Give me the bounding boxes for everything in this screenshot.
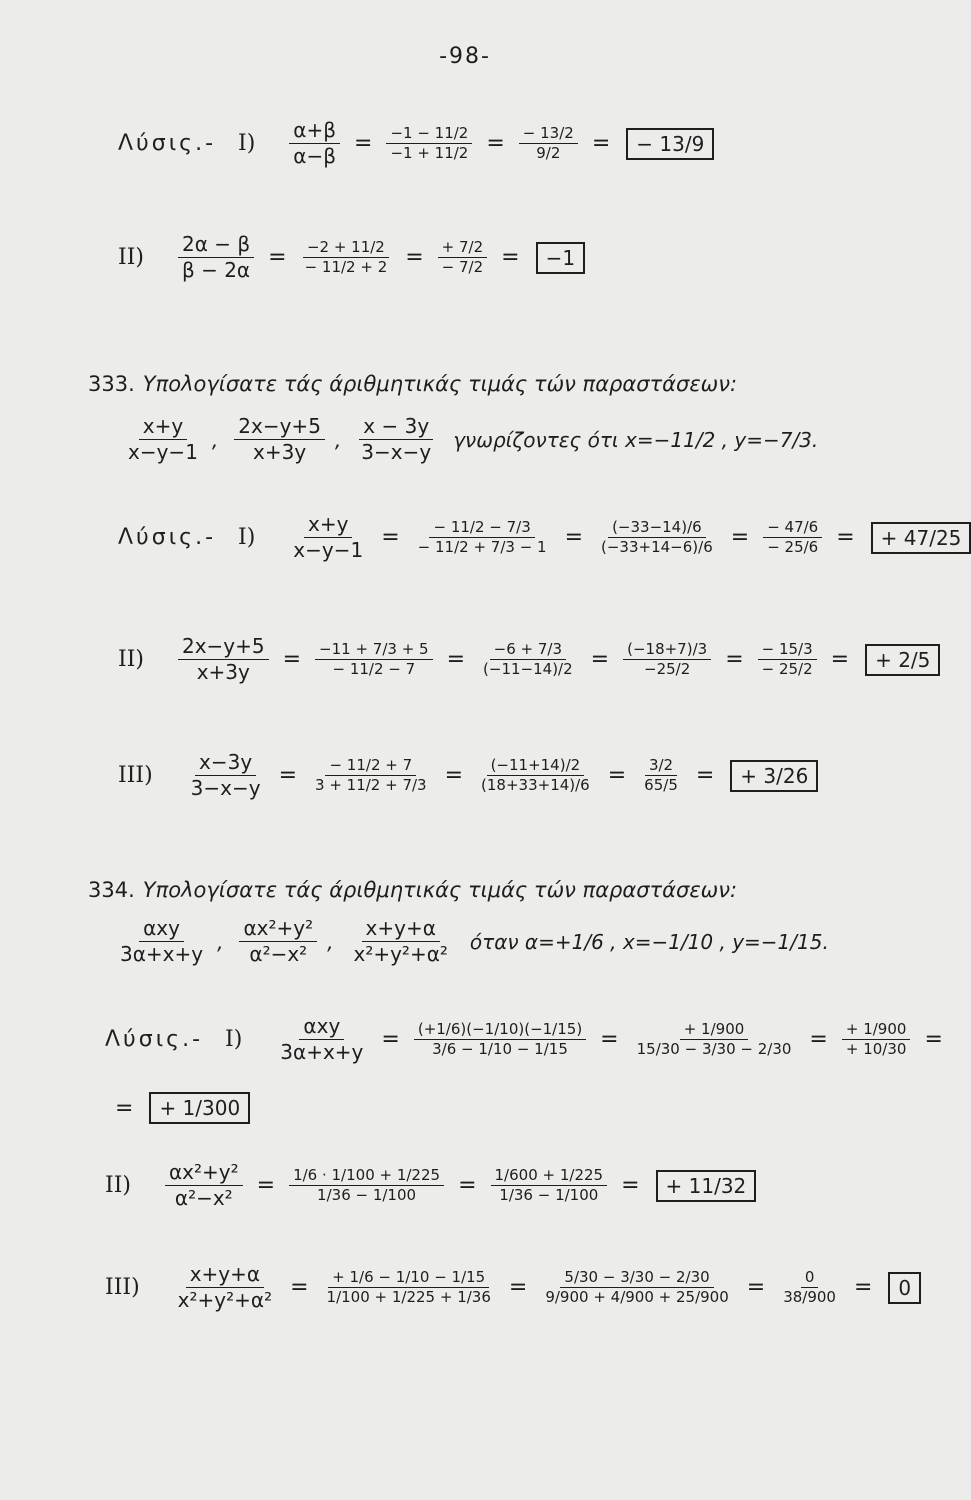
denominator: 9/2	[536, 144, 561, 162]
denominator: 3−x−y	[361, 440, 432, 464]
fraction	[597, 518, 717, 557]
fraction	[311, 756, 431, 795]
numerator: −11 + 7/3 + 5	[315, 640, 433, 660]
numerator: 2x−y+5	[234, 414, 325, 440]
equals-sign: =	[730, 525, 750, 550]
denominator: −1 + 11/2	[390, 144, 469, 162]
denominator: 9/900 + 4/900 + 25/900	[545, 1288, 729, 1306]
comma: ,	[327, 929, 334, 954]
denominator: − 25/2	[761, 660, 813, 678]
denominator: α−β	[293, 144, 337, 168]
fraction	[519, 124, 578, 163]
equals-sign: =	[591, 131, 611, 156]
solution-334-line-3	[105, 1262, 921, 1313]
solution-label: Λύσις.-	[118, 131, 217, 156]
equals-sign: =	[405, 245, 424, 270]
numerator: 2x−y+5	[178, 634, 269, 660]
fraction	[315, 640, 433, 679]
numerator: x+y+α	[362, 916, 440, 942]
denominator: 65/5	[644, 776, 678, 794]
problem-333-expressions	[120, 414, 818, 465]
denominator: (−33+14−6)/6	[601, 538, 713, 556]
part-label: II)	[105, 1173, 131, 1198]
equals-sign: =	[381, 525, 400, 550]
numerator: αx²+y²	[165, 1160, 243, 1186]
fraction	[623, 640, 711, 679]
fraction	[174, 1262, 276, 1313]
problem-number: 334.	[88, 878, 135, 902]
numerator: (−33−14)/6	[608, 518, 706, 538]
fraction	[178, 232, 254, 283]
equals-sign: =	[621, 1173, 640, 1198]
numerator: − 47/6	[763, 518, 822, 538]
denominator: 3α+x+y	[120, 942, 204, 966]
numerator: 2α − β	[178, 232, 254, 258]
fraction	[842, 1020, 911, 1059]
denominator: α²−x²	[174, 1186, 233, 1210]
fraction	[289, 1166, 444, 1205]
numerator: − 11/2 + 7	[325, 756, 416, 776]
boxed-result: + 1/300	[149, 1092, 250, 1124]
solution-label: Λύσις.-	[105, 1027, 204, 1052]
denominator: 38/900	[783, 1288, 836, 1306]
equals-sign: =	[853, 1275, 873, 1300]
equals-sign: =	[508, 1275, 528, 1300]
fraction	[477, 756, 594, 795]
numerator: (+1/6)(−1/10)(−1/15)	[414, 1020, 586, 1040]
fraction	[633, 1020, 796, 1059]
solution-333-line-1	[118, 512, 971, 563]
page-number: -98-	[439, 44, 491, 69]
comma: ,	[211, 427, 219, 452]
fraction	[479, 640, 577, 679]
numerator: (−11+14)/2	[487, 756, 585, 776]
problem-prompt: Υπολογίσατε τάς άριθμητικάς τιμάς τών παραστάσεων:	[142, 372, 738, 396]
fraction	[349, 916, 451, 967]
boxed-result: + 11/32	[656, 1170, 757, 1202]
comma: ,	[217, 929, 224, 954]
solution-333-line-2	[118, 634, 940, 685]
denominator: 1/36 − 1/100	[499, 1186, 599, 1204]
equals-sign: =	[924, 1027, 943, 1052]
numerator: αxy	[139, 916, 184, 942]
equals-sign: =	[290, 1275, 309, 1300]
solution-332-line-2	[118, 232, 585, 283]
part-label: I)	[225, 1027, 243, 1052]
denominator: 1/100 + 1/225 + 1/36	[326, 1288, 491, 1306]
denominator: 3 + 11/2 + 7/3	[315, 776, 427, 794]
fraction	[116, 916, 207, 967]
equals-sign: =	[746, 1275, 766, 1300]
equals-sign: =	[282, 647, 302, 672]
equals-sign: =	[446, 647, 466, 672]
part-label: III)	[105, 1275, 140, 1300]
denominator: + 10/30	[845, 1040, 907, 1058]
part-label: II)	[118, 245, 144, 270]
numerator: − 13/2	[519, 124, 578, 144]
denominator: 3/6 − 1/10 − 1/15	[432, 1040, 568, 1058]
denominator: β − 2α	[181, 258, 251, 282]
denominator: x²+y²+α²	[177, 1288, 273, 1312]
boxed-result: − 13/9	[626, 128, 714, 160]
numerator: 1/6 · 1/100 + 1/225	[289, 1166, 444, 1186]
solution-label: Λύσις.-	[118, 525, 217, 550]
equals-sign: =	[458, 1173, 477, 1198]
fraction	[239, 916, 317, 967]
numerator: + 1/6 − 1/10 − 1/15	[328, 1268, 489, 1288]
numerator: 3/2	[645, 756, 677, 776]
denominator: x+3y	[196, 660, 250, 684]
comma: ,	[334, 427, 342, 452]
equals-sign: =	[268, 245, 287, 270]
numerator: − 15/3	[758, 640, 817, 660]
fraction	[758, 640, 817, 679]
numerator: + 1/900	[680, 1020, 749, 1040]
part-label: III)	[118, 763, 153, 788]
denominator: − 11/2 + 7/3 − 1	[417, 538, 547, 556]
equals-sign: =	[695, 763, 715, 788]
boxed-result: + 3/26	[730, 760, 818, 792]
boxed-result: −1	[536, 242, 585, 274]
fraction	[165, 1160, 243, 1211]
denominator: − 25/6	[767, 538, 819, 556]
problem-number: 333.	[88, 372, 135, 396]
problem-334-expressions	[112, 916, 829, 967]
numerator: (−18+7)/3	[623, 640, 711, 660]
numerator: x+y	[139, 414, 187, 440]
problem-condition: όταν α=+1/6 , x=−1/10 , y=−1/15.	[469, 929, 829, 954]
fraction	[234, 414, 325, 465]
numerator: x+y	[304, 512, 352, 538]
denominator: 3−x−y	[190, 776, 261, 800]
denominator: x−y−1	[128, 440, 198, 464]
equals-sign: =	[381, 1027, 400, 1052]
solution-334-line-1-result	[105, 1092, 250, 1124]
fraction	[187, 750, 265, 801]
fraction	[289, 512, 367, 563]
equals-sign: =	[600, 1027, 619, 1052]
part-label: I)	[238, 131, 256, 156]
fraction	[276, 1014, 367, 1065]
numerator: x−3y	[195, 750, 256, 776]
numerator: −6 + 7/3	[490, 640, 566, 660]
denominator: − 7/2	[441, 258, 484, 276]
fraction	[178, 634, 269, 685]
fraction	[386, 124, 472, 163]
numerator: + 1/900	[842, 1020, 911, 1040]
problem-condition: γνωρίζοντες ότι x=−11/2 , y=−7/3.	[453, 427, 819, 452]
numerator: −1 − 11/2	[386, 124, 472, 144]
equals-sign: =	[501, 245, 520, 270]
fraction	[357, 414, 435, 465]
equals-sign: =	[354, 131, 373, 156]
equals-sign: =	[564, 525, 584, 550]
part-label: II)	[118, 647, 144, 672]
fraction	[541, 1268, 732, 1307]
denominator: x+3y	[253, 440, 307, 464]
solution-332-line-1	[118, 118, 714, 169]
solution-334-line-2	[105, 1160, 756, 1211]
denominator: (−11−14)/2	[483, 660, 573, 678]
solution-334-line-1	[105, 1014, 953, 1065]
denominator: x²+y²+α²	[353, 942, 448, 966]
boxed-result: + 2/5	[865, 644, 940, 676]
fraction	[323, 1268, 495, 1307]
numerator: − 11/2 − 7/3	[429, 518, 534, 538]
denominator: − 11/2 + 2	[304, 258, 388, 276]
problem-prompt: Υπολογίσατε τάς άριθμητικάς τιμάς τών παραστάσεων:	[142, 878, 738, 902]
numerator: x − 3y	[359, 414, 433, 440]
boxed-result: + 47/25	[871, 522, 971, 554]
equals-sign: =	[725, 647, 744, 672]
denominator: −25/2	[644, 660, 691, 678]
equals-sign: =	[607, 763, 627, 788]
numerator: x+y+α	[186, 1262, 264, 1288]
fraction	[414, 518, 551, 557]
equals-sign: =	[590, 647, 610, 672]
equals-sign: =	[836, 525, 855, 550]
numerator: + 7/2	[438, 238, 487, 258]
denominator: (18+33+14)/6	[481, 776, 590, 794]
numerator: 1/600 + 1/225	[491, 1166, 608, 1186]
fraction	[763, 518, 822, 557]
equals-sign: =	[256, 1173, 276, 1198]
fraction	[779, 1268, 840, 1307]
problem-333-heading	[88, 372, 737, 396]
denominator: x−y−1	[293, 538, 364, 562]
numerator: αxy	[299, 1014, 344, 1040]
fraction	[301, 238, 392, 277]
numerator: αx²+y²	[239, 916, 317, 942]
fraction	[289, 118, 340, 169]
denominator: 1/36 − 1/100	[317, 1186, 417, 1204]
fraction	[438, 238, 487, 277]
numerator: 0	[801, 1268, 819, 1288]
denominator: α²−x²	[249, 942, 308, 966]
equals-sign: =	[809, 1027, 828, 1052]
problem-334-heading	[88, 878, 737, 902]
numerator: 5/30 − 3/30 − 2/30	[560, 1268, 713, 1288]
denominator: − 11/2 − 7	[332, 660, 416, 678]
equals-sign: =	[830, 647, 850, 672]
fraction	[491, 1166, 608, 1205]
fraction	[414, 1020, 586, 1059]
equals-sign: =	[486, 131, 505, 156]
equals-sign: =	[444, 763, 464, 788]
numerator: −2 + 11/2	[303, 238, 389, 258]
fraction	[640, 756, 682, 795]
boxed-result: 0	[888, 1272, 921, 1304]
solution-333-line-3	[118, 750, 818, 801]
fraction	[124, 414, 202, 465]
equals-sign: =	[115, 1095, 134, 1121]
equals-sign: =	[278, 763, 298, 788]
part-label: I)	[238, 525, 256, 550]
denominator: 15/30 − 3/30 − 2/30	[636, 1040, 792, 1058]
numerator: α+β	[289, 118, 340, 144]
denominator: 3α+x+y	[280, 1040, 364, 1064]
